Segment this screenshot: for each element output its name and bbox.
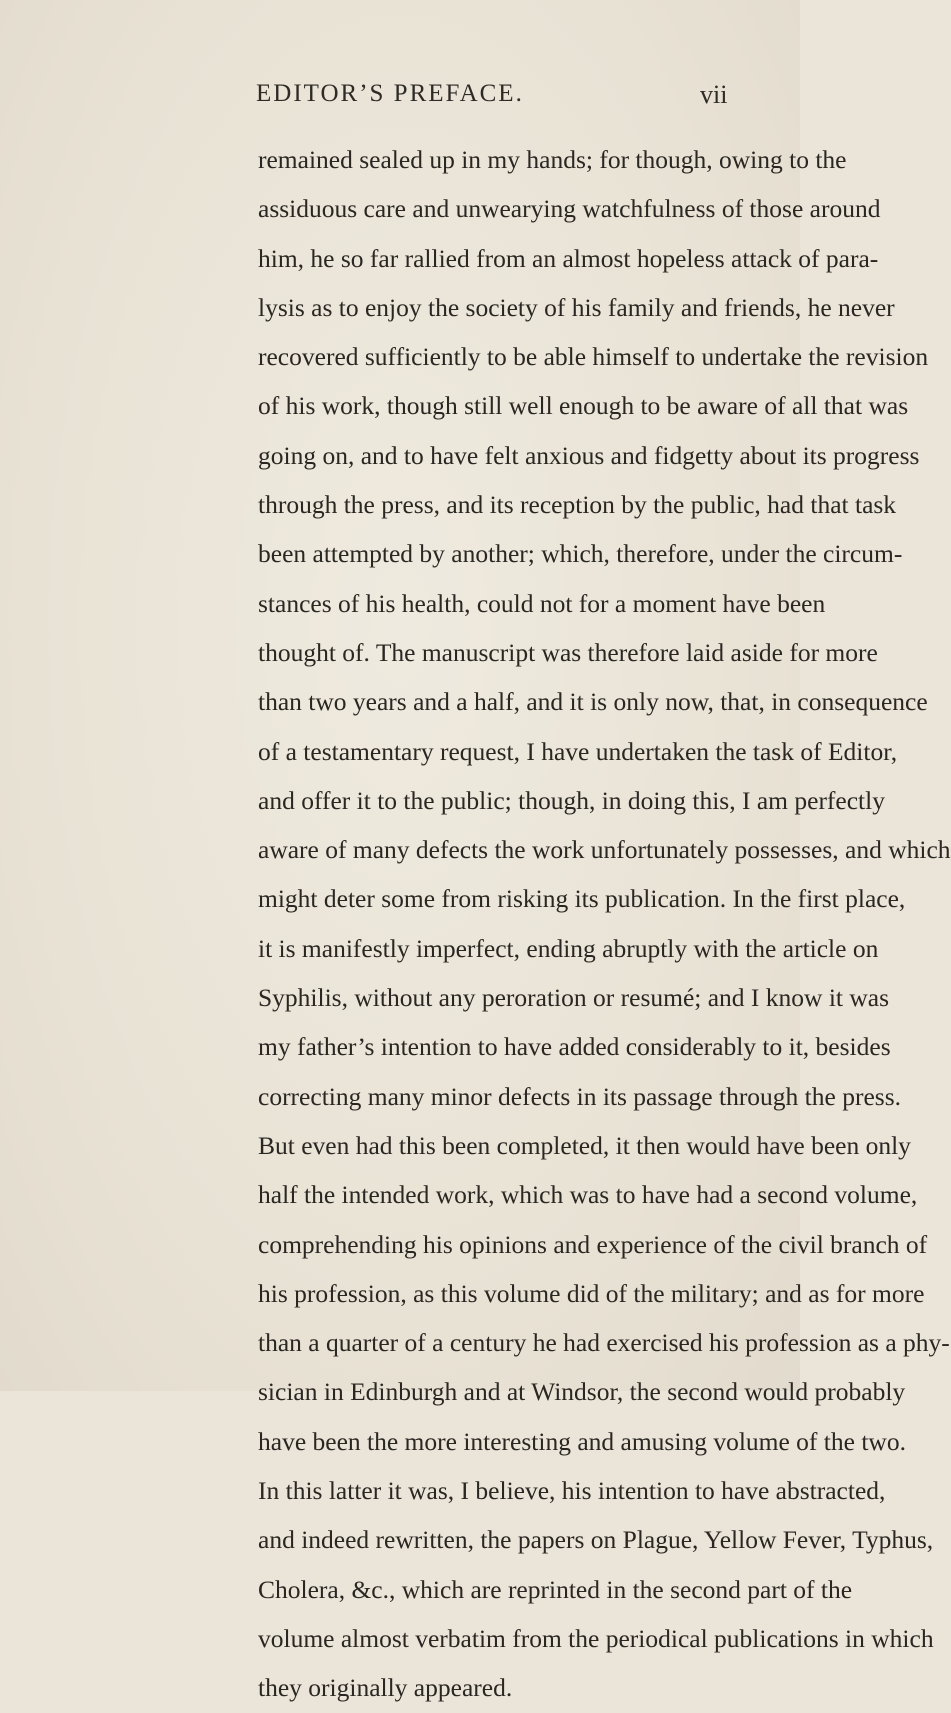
running-title: EDITOR’S PREFACE. bbox=[256, 80, 524, 107]
text-line: than a quarter of a century he had exercised his profession as a phy- bbox=[258, 1328, 950, 1358]
text-line: might deter some from risking its publication. In the first place, bbox=[258, 884, 906, 914]
text-line: through the press, and its reception by the public, had that task bbox=[258, 490, 897, 520]
text-line: going on, and to have felt anxious and fidgetty about its progress bbox=[258, 440, 920, 470]
text-line: of a testamentary request, I have undertaken the task of Editor, bbox=[258, 736, 898, 766]
body-text bbox=[258, 135, 951, 1713]
text-line: they originally appeared. bbox=[258, 1673, 513, 1703]
text-line: been attempted by another; which, therefore, under the circum- bbox=[258, 539, 903, 569]
text-line: assiduous care and unwearying watchfulness of those around bbox=[258, 194, 881, 224]
page-number: vii bbox=[700, 80, 728, 109]
text-line: thought of. The manuscript was therefore laid aside for more bbox=[258, 637, 878, 667]
text-line: my father’s intention to have added considerably to it, besides bbox=[258, 1032, 891, 1062]
text-line: aware of many defects the work unfortunately possesses, and which bbox=[258, 835, 951, 865]
text-line: In this latter it was, I believe, his intention to have abstracted, bbox=[258, 1476, 886, 1506]
text-line: Syphilis, without any peroration or resumé; and I know it was bbox=[258, 983, 890, 1013]
text-line: his profession, as this volume did of the military; and as for more bbox=[258, 1278, 925, 1308]
text-line: stances of his health, could not for a moment have been bbox=[258, 588, 826, 618]
text-line: comprehending his opinions and experience of the civil branch of bbox=[258, 1229, 928, 1259]
text-line: than two years and a half, and it is only now, that, in consequence bbox=[258, 687, 928, 717]
text-line: have been the more interesting and amusing volume of the two. bbox=[258, 1426, 906, 1456]
text-line: it is manifestly imperfect, ending abruptly with the article on bbox=[258, 933, 879, 963]
text-line: Cholera, &c., which are reprinted in the second part of the bbox=[258, 1574, 853, 1604]
text-line: and indeed rewritten, the papers on Plague, Yellow Fever, Typhus, bbox=[258, 1525, 934, 1555]
text-line: But even had this been completed, it then would have been only bbox=[258, 1130, 911, 1160]
text-line: him, he so far rallied from an almost hopeless attack of para- bbox=[258, 243, 879, 273]
text-line: sician in Edinburgh and at Windsor, the second would probably bbox=[258, 1377, 906, 1407]
text-line: half the intended work, which was to have had a second volume, bbox=[258, 1180, 918, 1210]
text-line: volume almost verbatim from the periodical publications in which bbox=[258, 1623, 934, 1653]
text-line: correcting many minor defects in its passage through the press. bbox=[258, 1081, 901, 1111]
text-line: of his work, though still well enough to be aware of all that was bbox=[258, 391, 909, 421]
text-line: remained sealed up in my hands; for though, owing to the bbox=[258, 145, 847, 174]
text-line: recovered sufficiently to be able himself to undertake the revision bbox=[258, 342, 929, 372]
text-line: lysis as to enjoy the society of his family and friends, he never bbox=[258, 292, 895, 322]
page-header bbox=[0, 80, 800, 120]
text-line: and offer it to the public; though, in doing this, I am perfectly bbox=[258, 785, 885, 815]
